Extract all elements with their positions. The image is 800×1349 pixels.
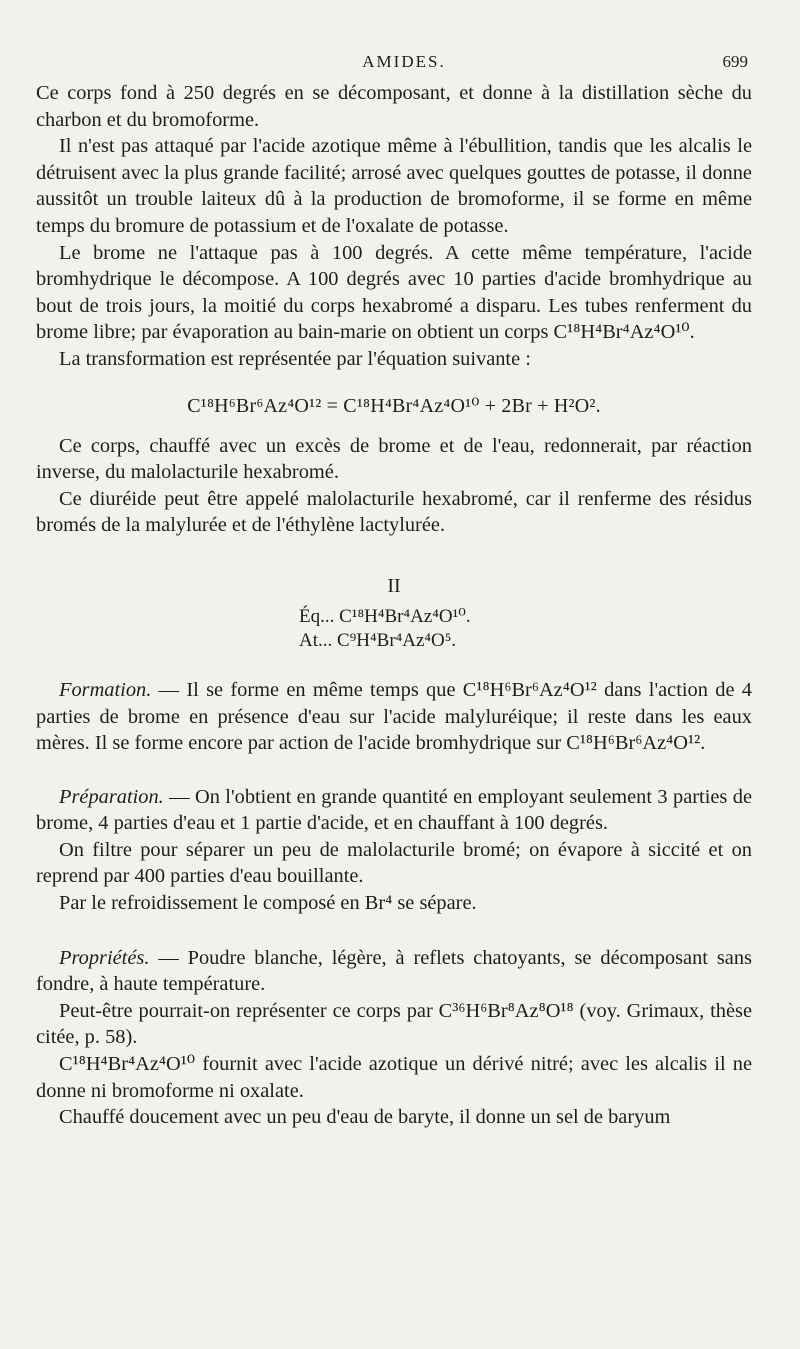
formation-text: — Il se forme en même temps que C¹⁸H⁶Br⁶Az⁴O¹² dans l'action de 4 parties de brome en présence d'eau sur l'acide malyluréique; il reste dans les eaux mères. Il se forme encore par action de l'acide bromhydrique sur C¹⁸H⁶Br⁶Az⁴O¹². [36, 678, 752, 755]
proprietes-nitro-paragraph: C¹⁸H⁴Br⁴Az⁴O¹⁰ fournit avec l'acide azotique un dérivé nitré; avec les alcalis il ne donne ni bromoforme ni oxalate. [36, 1053, 752, 1102]
paragraph-inverse-reaction: Ce corps, chauffé avec un excès de brome et de l'eau, redonnerait, par réaction inverse, du malolacturile hexabromé. [36, 434, 752, 484]
page-number: 699 [722, 52, 748, 71]
formula-block [36, 605, 752, 653]
formation-paragraph [36, 677, 752, 757]
proprietes-formula-paragraph: Peut-être pourrait-on représenter ce corps par C³⁶H⁶Br⁸Az⁸O¹⁸ (voy. Grimaux, thèse citée, p. 58). [36, 999, 752, 1049]
atomic-formula: At... C⁹H⁴Br⁴Az⁴O⁵. [299, 629, 457, 651]
paragraph-nitric-acid: Il n'est pas attaqué par l'acide azotique même à l'ébullition, tandis que les alcalis le détruisent avec la plus grande facilité; arrosé avec quelques gouttes de potasse, il donne aussitôt un trouble laiteux dû à la production de bromoforme, il se forme en même temps du bromure de potassium et de l'oxalate de potasse. [36, 135, 752, 237]
paragraph-bromine-text: Le brome ne l'attaque pas à 100 degrés. A cette même température, l'acide bromhydrique le décompose. A 100 degrés avec 10 parties d'acide bromhydrique au bout de trois jours, la moitié du corps hexabromé a disparu. Les tubes renferment du brome libre; par évaporation au bain-marie on obtient un corps [36, 241, 752, 344]
equation: C¹⁸H⁶Br⁶Az⁴O¹² = C¹⁸H⁴Br⁴Az⁴O¹⁰ + 2Br + H²O². [187, 394, 601, 417]
preparation-cooling-paragraph: Par le refroidissement le composé en Br⁴ se sépare. [59, 892, 477, 915]
proprietes-baryta-paragraph: Chauffé doucement avec un peu d'eau de baryte, il donne un sel de baryum [59, 1106, 671, 1129]
running-title: AMIDES. [362, 52, 446, 71]
proprietes-paragraph [36, 945, 752, 998]
paragraph-bromine [36, 240, 752, 346]
formation-label: Formation. [59, 678, 152, 701]
proprietes-text: — Poudre blanche, légère, à reflets chatoyants, se décomposant sans fondre, à haute température. [36, 946, 752, 996]
proprietes-label: Propriétés. [59, 946, 150, 969]
preparation-filter-paragraph: On filtre pour séparer un peu de malolacturile bromé; on évapore à siccité et on reprend par 400 parties d'eau bouillante. [36, 838, 752, 888]
page-body [36, 80, 752, 1131]
preparation-text: — On l'obtient en grande quantité en employant seulement 3 parties de brome, 4 parties d'eau et 1 partie d'acide, et en chauffant à 100 degrés. [36, 785, 752, 835]
page-header [60, 48, 748, 74]
paragraph-melting: Ce corps fond à 250 degrés en se décomposant, et donne à la distillation sèche du charbon et du bromoforme. [36, 82, 752, 131]
paragraph-transformation: La transformation est représentée par l'équation suivante : [59, 347, 531, 370]
paragraph-diureide: Ce diuréide peut être appelé malolacturile hexabromé, car il renferme des résidus bromés de la malylurée et de l'éthylène lactylurée. [36, 487, 752, 537]
equivalent-formula: Éq... C¹⁸H⁴Br⁴Az⁴O¹⁰. [299, 605, 471, 627]
paragraph-bromine-formula: C¹⁸H⁴Br⁴Az⁴O¹⁰. [553, 321, 695, 344]
section-numeral: II [387, 574, 401, 597]
preparation-label: Préparation. [59, 785, 164, 808]
preparation-paragraph [36, 784, 752, 837]
